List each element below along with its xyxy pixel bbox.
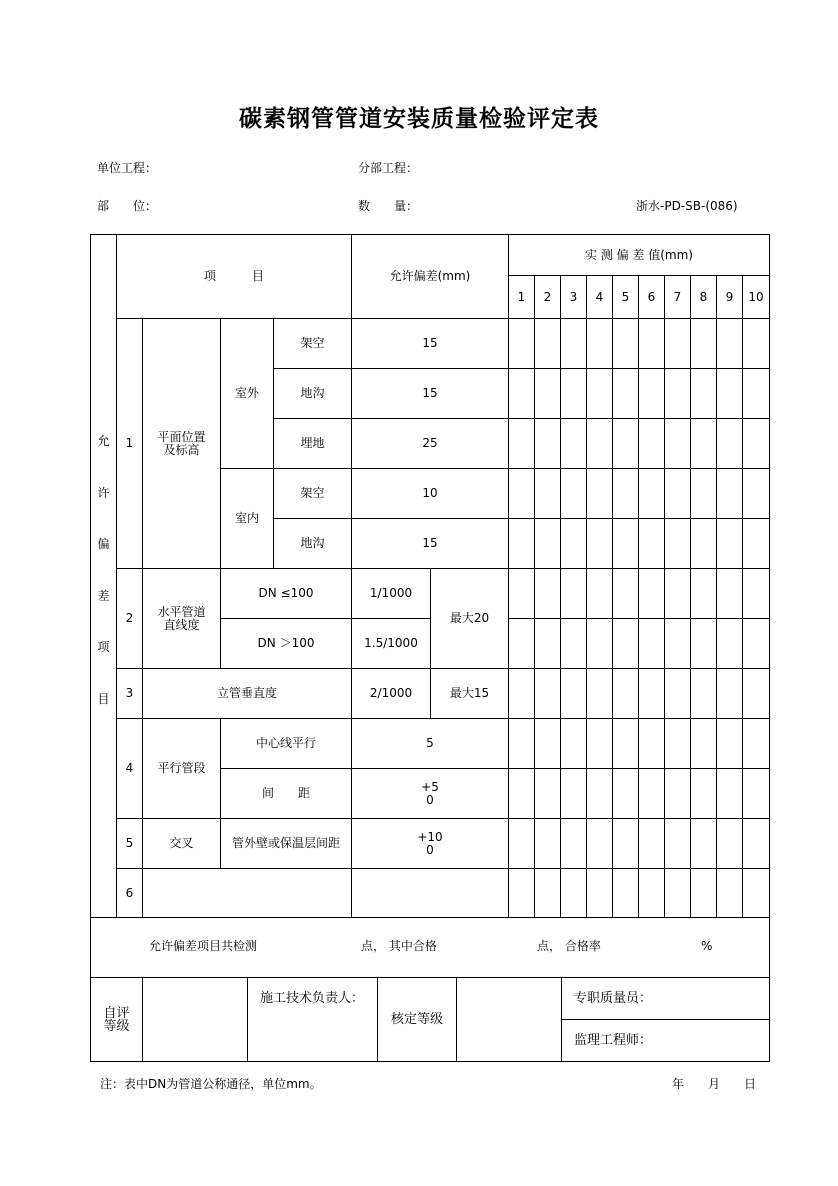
measured-value-cell[interactable] (508, 668, 535, 719)
side-label (90, 234, 117, 918)
row1-name-l1: 平面位置 (157, 429, 206, 444)
measured-value-cell[interactable] (742, 818, 770, 869)
tech-lead-label: 施工技术负责人： (260, 991, 365, 1006)
row2-no: 2 (116, 568, 143, 669)
measured-value-cell[interactable] (560, 368, 587, 419)
date-label: 年 月 日 (672, 1077, 757, 1091)
measured-value-cell[interactable] (638, 818, 665, 869)
measured-value-cell[interactable] (534, 868, 561, 918)
measured-value-cell[interactable] (742, 768, 770, 819)
measured-value-cell[interactable] (664, 818, 691, 869)
row5-label: 管外壁或保温层间距 (220, 818, 352, 869)
measured-value-cell[interactable] (612, 568, 639, 619)
measured-value-cell[interactable] (508, 318, 535, 369)
row2-name-l2: 直线度 (163, 617, 200, 632)
measured-value-cell[interactable] (508, 618, 535, 669)
footnote: 注：表中DN为管道公称通径，单位mm。 (100, 1077, 322, 1091)
measured-value-cell[interactable] (612, 868, 639, 918)
measured-value-cell[interactable] (716, 768, 743, 819)
row2-name-l1: 水平管道 (157, 604, 206, 619)
lower-tolerance: 0 (426, 842, 434, 857)
measure-col-header: 10 (742, 275, 770, 319)
measured-value-cell[interactable] (664, 418, 691, 469)
measured-value-cell[interactable] (612, 668, 639, 719)
measured-value-cell[interactable] (638, 418, 665, 469)
measured-value-cell[interactable] (690, 418, 717, 469)
row1-sub-label: 埋地 (273, 418, 352, 469)
measured-value-cell[interactable] (664, 718, 691, 769)
measured-value-cell[interactable] (508, 818, 535, 869)
measured-value-cell[interactable] (560, 768, 587, 819)
measured-value-cell[interactable] (716, 818, 743, 869)
measured-value-cell[interactable] (664, 368, 691, 419)
measured-value-cell[interactable] (716, 868, 743, 918)
row5-value (351, 818, 509, 869)
measured-value-cell[interactable] (508, 418, 535, 469)
self-grade-label (90, 977, 143, 1062)
verified-grade-label: 核定等级 (377, 977, 457, 1062)
division-project-label: 分部工程： (358, 161, 419, 175)
measured-value-cell[interactable] (638, 768, 665, 819)
measured-value-cell[interactable] (612, 768, 639, 819)
measured-value-cell[interactable] (742, 868, 770, 918)
measure-col-header: 4 (586, 275, 613, 319)
measured-value-cell[interactable] (638, 518, 665, 569)
row2-b-value: 1.5/1000 (351, 618, 431, 669)
measured-value-cell[interactable] (742, 668, 770, 719)
measured-value-cell[interactable] (638, 718, 665, 769)
measured-value-cell[interactable] (612, 618, 639, 669)
measured-value-cell[interactable] (560, 718, 587, 769)
measured-value-cell[interactable] (612, 318, 639, 369)
verified-grade-field[interactable] (456, 977, 562, 1062)
measured-value-cell[interactable] (586, 468, 613, 519)
measured-value-cell[interactable] (690, 368, 717, 419)
row1-sub-label: 架空 (273, 318, 352, 369)
measure-col-header: 5 (612, 275, 639, 319)
side-char: 允 (97, 434, 110, 448)
measured-value-cell[interactable] (690, 818, 717, 869)
row6-value[interactable] (351, 868, 509, 918)
measured-value-cell[interactable] (716, 318, 743, 369)
measured-value-cell[interactable] (586, 418, 613, 469)
measured-value-cell[interactable] (586, 568, 613, 619)
measured-value-cell[interactable] (742, 618, 770, 669)
row2-a-value: 1/1000 (351, 568, 431, 619)
measured-value-cell[interactable] (586, 368, 613, 419)
supervisor-field[interactable] (561, 1019, 770, 1062)
tech-lead-field[interactable] (247, 977, 378, 1062)
measured-value-cell[interactable] (560, 568, 587, 619)
measure-col-header: 6 (638, 275, 665, 319)
measured-value-cell[interactable] (716, 618, 743, 669)
measured-value-cell[interactable] (586, 818, 613, 869)
row4-b-label: 间 距 (220, 768, 352, 819)
lower-tolerance: 0 (426, 792, 434, 807)
measured-value-cell[interactable] (508, 518, 535, 569)
measured-value-cell[interactable] (612, 368, 639, 419)
measured-value-cell[interactable] (742, 418, 770, 469)
measured-value-cell[interactable] (664, 468, 691, 519)
measured-value-cell[interactable] (716, 668, 743, 719)
side-char: 许 (97, 485, 110, 500)
measured-value-cell[interactable] (716, 418, 743, 469)
measured-value-cell[interactable] (690, 318, 717, 369)
measured-value-cell[interactable] (638, 868, 665, 918)
row3-max: 最大15 (430, 668, 509, 719)
row5-name: 交叉 (142, 818, 221, 869)
row1-sub-label: 地沟 (273, 518, 352, 569)
measured-value-cell[interactable] (586, 868, 613, 918)
row1-indoor: 室内 (220, 468, 274, 569)
measured-value-cell[interactable] (638, 468, 665, 519)
measured-value-cell[interactable] (638, 368, 665, 419)
row4-a-label: 中心线平行 (220, 718, 352, 769)
unit-project-label: 单位工程： (97, 161, 158, 175)
row1-sub-value: 15 (351, 518, 509, 569)
measured-value-cell[interactable] (534, 468, 561, 519)
row2-a-label: DN ≤100 (220, 568, 352, 619)
row3-value: 2/1000 (351, 668, 431, 719)
measured-value-cell[interactable] (612, 818, 639, 869)
row6-no: 6 (116, 868, 143, 918)
header-allowed: 允许偏差(mm) (351, 234, 509, 319)
measured-value-cell[interactable] (560, 468, 587, 519)
measured-value-cell[interactable] (560, 818, 587, 869)
measured-value-cell[interactable] (664, 518, 691, 569)
measured-value-cell[interactable] (664, 768, 691, 819)
row1-no: 1 (116, 318, 143, 569)
row1-name-l2: 及标高 (163, 442, 200, 457)
measured-value-cell[interactable] (664, 318, 691, 369)
measured-value-cell[interactable] (560, 318, 587, 369)
measured-value-cell[interactable] (534, 718, 561, 769)
supervisor-label: 监理工程师： (574, 1033, 653, 1048)
page-title: 碳素钢管管道安装质量检验评定表 (239, 106, 599, 132)
measure-col-header: 1 (508, 275, 535, 319)
row3-name: 立管垂直度 (142, 668, 352, 719)
measured-value-cell[interactable] (690, 868, 717, 918)
measured-value-cell[interactable] (742, 568, 770, 619)
measured-value-cell[interactable] (586, 518, 613, 569)
measured-value-cell[interactable] (508, 768, 535, 819)
qc-field[interactable] (561, 977, 770, 1020)
side-char: 项 (97, 640, 110, 654)
side-char: 差 (97, 588, 110, 603)
row1-name (142, 318, 221, 569)
measured-value-cell[interactable] (534, 618, 561, 669)
measured-value-cell[interactable] (508, 468, 535, 519)
row1-sub-label: 架空 (273, 468, 352, 519)
header-item: 项 目 (116, 234, 352, 319)
row4-name: 平行管段 (142, 718, 221, 819)
measure-col-header: 7 (664, 275, 691, 319)
measured-value-cell[interactable] (664, 668, 691, 719)
measured-value-cell[interactable] (742, 468, 770, 519)
measured-value-cell[interactable] (638, 568, 665, 619)
self-grade-l2: 等级 (103, 1018, 130, 1034)
measured-value-cell[interactable] (534, 818, 561, 869)
measure-col-header: 2 (534, 275, 561, 319)
measured-value-cell[interactable] (716, 718, 743, 769)
row1-sub-value: 25 (351, 418, 509, 469)
summary-text-a: 允许偏差项目共检测 (149, 939, 258, 953)
measured-value-cell[interactable] (742, 368, 770, 419)
measured-value-cell[interactable] (508, 368, 535, 419)
row4-no: 4 (116, 718, 143, 819)
measured-value-cell[interactable] (690, 618, 717, 669)
measured-value-cell[interactable] (716, 368, 743, 419)
row1-outdoor: 室外 (220, 318, 274, 469)
measured-value-cell[interactable] (534, 368, 561, 419)
measured-value-cell[interactable] (638, 318, 665, 369)
row6-name[interactable] (142, 868, 352, 918)
form-code: 浙水-PD-SB-(086) (636, 199, 738, 213)
measured-value-cell[interactable] (534, 318, 561, 369)
measured-value-cell[interactable] (716, 518, 743, 569)
measure-col-header: 9 (716, 275, 743, 319)
measured-value-cell[interactable] (560, 868, 587, 918)
row1-sub-value: 15 (351, 318, 509, 369)
measured-value-cell[interactable] (560, 418, 587, 469)
measured-value-cell[interactable] (690, 518, 717, 569)
measured-value-cell[interactable] (664, 568, 691, 619)
row2-max: 最大20 (430, 568, 509, 669)
measured-value-cell[interactable] (690, 468, 717, 519)
measured-value-cell[interactable] (664, 618, 691, 669)
side-char: 偏 (97, 537, 110, 551)
measured-value-cell[interactable] (690, 718, 717, 769)
measured-value-cell[interactable] (612, 518, 639, 569)
measured-value-cell[interactable] (508, 568, 535, 619)
measured-value-cell[interactable] (534, 768, 561, 819)
measured-value-cell[interactable] (716, 468, 743, 519)
header-measured: 实 测 偏 差 值(mm) (508, 234, 770, 276)
self-grade-field[interactable] (142, 977, 248, 1062)
summary-row (90, 917, 770, 978)
upper-tolerance: +5 (421, 779, 439, 794)
summary-text-b: 点， 其中合格 (361, 939, 437, 953)
measured-value-cell[interactable] (612, 718, 639, 769)
upper-tolerance: +10 (417, 829, 443, 844)
measured-value-cell[interactable] (690, 568, 717, 619)
row2-name (142, 568, 221, 669)
measured-value-cell[interactable] (508, 868, 535, 918)
row5-no: 5 (116, 818, 143, 869)
measured-value-cell[interactable] (664, 868, 691, 918)
measured-value-cell[interactable] (534, 418, 561, 469)
summary-text-c: 点， 合格率 (537, 939, 601, 953)
row3-no: 3 (116, 668, 143, 719)
row1-sub-label: 地沟 (273, 368, 352, 419)
measured-value-cell[interactable] (690, 768, 717, 819)
measured-value-cell[interactable] (560, 668, 587, 719)
measured-value-cell[interactable] (534, 568, 561, 619)
row4-a-value: 5 (351, 718, 509, 769)
row1-sub-value: 15 (351, 368, 509, 419)
measured-value-cell[interactable] (586, 668, 613, 719)
measured-value-cell[interactable] (742, 318, 770, 369)
qc-label: 专职质量员： (574, 991, 653, 1006)
measure-col-header: 3 (560, 275, 587, 319)
row2-b-label: DN ＞100 (220, 618, 352, 669)
measured-value-cell[interactable] (586, 768, 613, 819)
measure-col-header: 8 (690, 275, 717, 319)
summary-percent: % (701, 939, 713, 953)
measured-value-cell[interactable] (742, 718, 770, 769)
self-grade-l1: 自评 (103, 1005, 130, 1021)
measured-value-cell[interactable] (586, 718, 613, 769)
measured-value-cell[interactable] (586, 318, 613, 369)
row1-sub-value: 10 (351, 468, 509, 519)
measured-value-cell[interactable] (638, 668, 665, 719)
measured-value-cell[interactable] (690, 668, 717, 719)
measured-value-cell[interactable] (742, 518, 770, 569)
measured-value-cell[interactable] (586, 618, 613, 669)
quantity-label: 数 量： (358, 199, 419, 213)
measured-value-cell[interactable] (560, 618, 587, 669)
side-char: 目 (97, 691, 110, 706)
measured-value-cell[interactable] (508, 718, 535, 769)
measured-value-cell[interactable] (716, 568, 743, 619)
measured-value-cell[interactable] (612, 418, 639, 469)
measured-value-cell[interactable] (534, 668, 561, 719)
measured-value-cell[interactable] (612, 468, 639, 519)
measured-value-cell[interactable] (560, 518, 587, 569)
location-label: 部 位： (97, 199, 158, 213)
measured-value-cell[interactable] (638, 618, 665, 669)
measured-value-cell[interactable] (534, 518, 561, 569)
row4-b-value (351, 768, 509, 819)
